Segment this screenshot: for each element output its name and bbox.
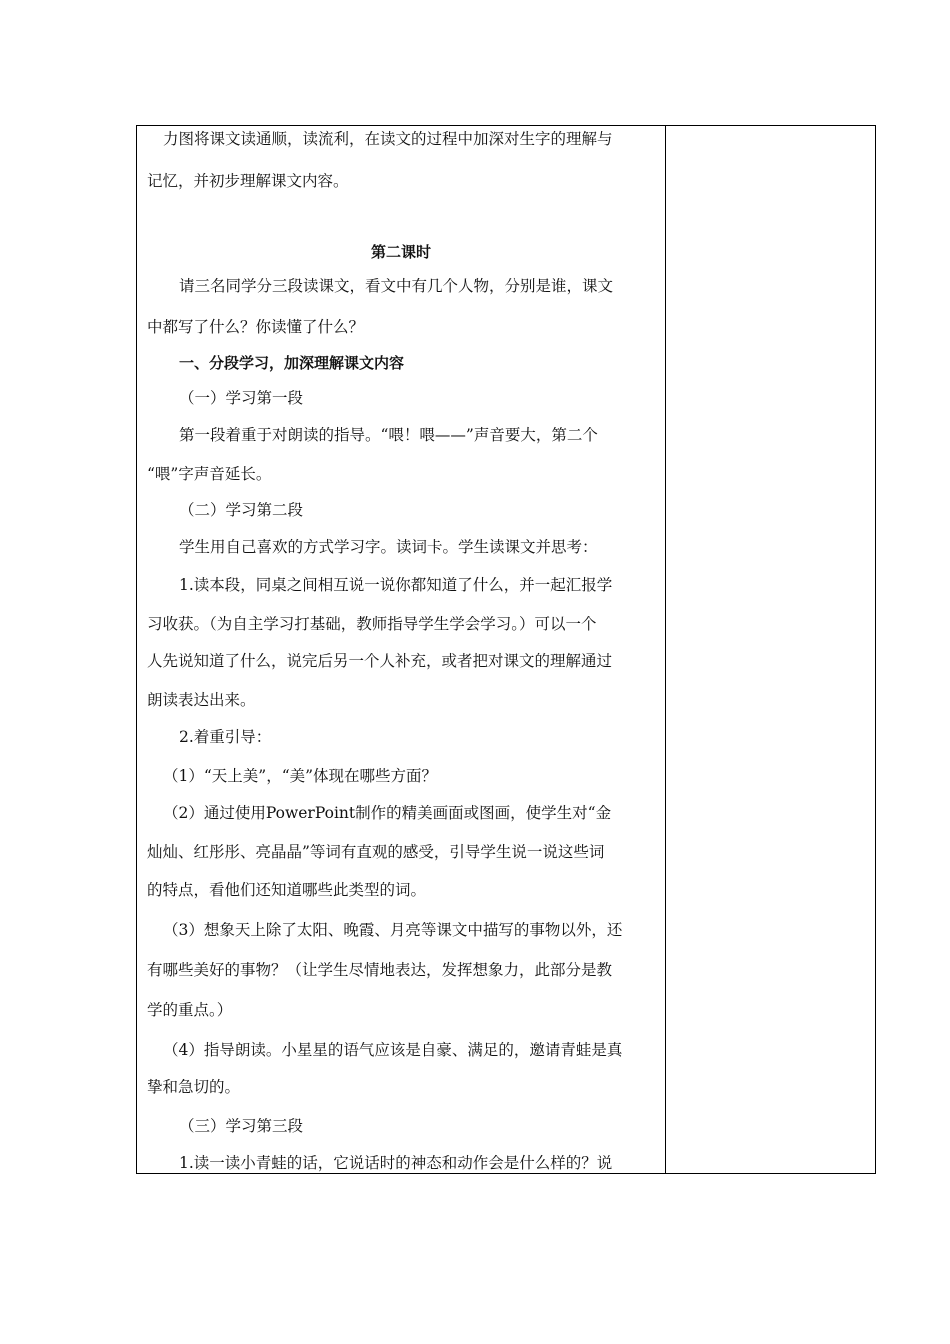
text-line: 请三名同学分三段读课文，看文中有几个人物，分别是谁，课文	[179, 277, 614, 295]
text-line: 1.读本段，同桌之间相互说一说你都知道了什么，并一起汇报学	[179, 576, 613, 594]
text-line: 人先说知道了什么，说完后另一个人补充，或者把对课文的理解通过	[147, 652, 613, 670]
text-line: 朗读表达出来。	[147, 691, 256, 709]
lesson-content-cell	[137, 126, 665, 1173]
text-line: （3）想象天上除了太阳、晚霞、月亮等课文中描写的事物以外，还	[163, 921, 623, 939]
text-line: 1.读一读小青蛙的话，它说话时的神态和动作会是什么样的？说	[179, 1154, 613, 1172]
text-line: 记忆，并初步理解课文内容。	[147, 172, 349, 190]
lesson-plan-table	[136, 125, 876, 1174]
text-line: 力图将课文读通顺，读流利，在读文的过程中加深对生字的理解与	[163, 130, 613, 148]
sub-heading: （一）学习第一段	[179, 389, 304, 407]
text-line: 2.着重引导：	[179, 728, 272, 746]
text-line: 学生用自己喜欢的方式学习字。读词卡。学生读课文并思考：	[179, 538, 598, 556]
text-line: 有哪些美好的事物？（让学生尽情地表达，发挥想象力，此部分是教	[147, 961, 613, 979]
text-line: 的特点，看他们还知道哪些此类型的词。	[147, 881, 427, 899]
text-line: （1）“天上美”，“美”体现在哪些方面？	[163, 767, 438, 785]
text-line: 中都写了什么？你读懂了什么？	[147, 318, 365, 336]
notes-cell	[666, 126, 875, 1173]
sub-heading: （二）学习第二段	[179, 501, 304, 519]
text-line: 习收获。（为自主学习打基础，教师指导学生学会学习。）可以一个	[147, 615, 597, 633]
text-line: 第一段着重于对朗读的指导。“喂！喂——”声音要大，第二个	[179, 426, 598, 444]
text-line: （4）指导朗读。小星星的语气应该是自豪、满足的，邀请青蛙是真	[163, 1041, 623, 1059]
lesson-section-title: 第二课时	[370, 243, 431, 261]
text-line: （2）通过使用PowerPoint制作的精美画面或图画，使学生对“金	[163, 804, 612, 822]
sub-heading: （三）学习第三段	[179, 1117, 304, 1135]
section-heading: 一、分段学习，加深理解课文内容	[179, 354, 405, 372]
text-line: 灿灿、红彤彤、亮晶晶”等词有直观的感受，引导学生说一说这些词	[147, 843, 605, 861]
text-line: 学的重点。）	[147, 1001, 233, 1019]
text-line: 挚和急切的。	[147, 1078, 241, 1096]
text-line: “喂”字声音延长。	[147, 465, 272, 483]
